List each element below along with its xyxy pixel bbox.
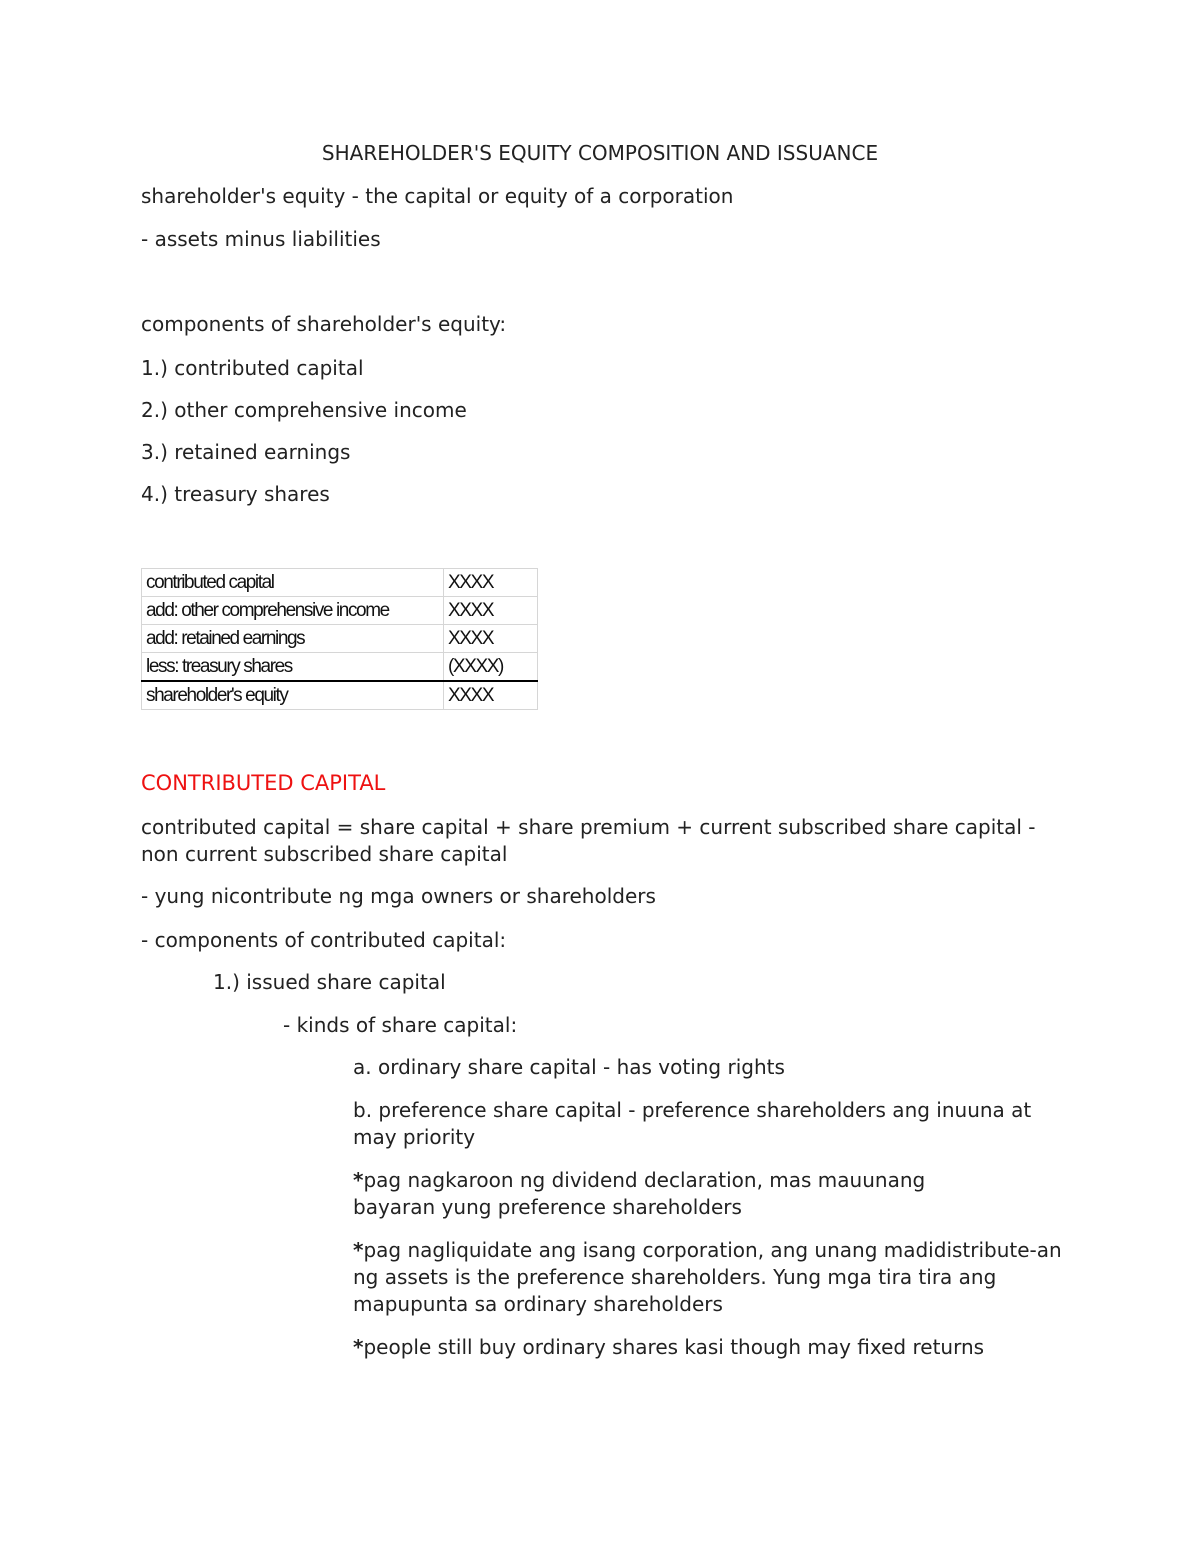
total-label: shareholder's equity (142, 681, 444, 710)
section-heading: CONTRIBUTED CAPITAL (141, 771, 386, 795)
asterisk: * (353, 1335, 364, 1359)
note-item (353, 1237, 1063, 1318)
kind-item: a. ordinary share capital - has voting rights (353, 1055, 785, 1079)
kind-item: b. preference share capital - preference shareholders ang inuuna at may priority (353, 1098, 1032, 1149)
row-label: add: other comprehensive income (142, 597, 444, 625)
note-item-text: pag nagliquidate ang isang corporation, ang unang madidistribute-an ng assets is the preference shareholders. Yung mga tira tira ang mapupunta sa ordinary shareholders (353, 1238, 1062, 1316)
table-row (142, 569, 538, 597)
note-item (353, 1167, 1003, 1221)
page-title: SHAREHOLDER'S EQUITY COMPOSITION AND ISSUANCE (321, 141, 879, 165)
asterisk: * (353, 1238, 364, 1262)
row-value: (XXXX) (444, 653, 538, 682)
components-heading: components of shareholder's equity: (141, 312, 507, 336)
formula-text: contributed capital = share capital + share premium + current subscribed share capital - non current subscribed share capital (141, 815, 1036, 866)
table-total-row (142, 681, 538, 710)
row-value: XXXX (444, 625, 538, 653)
note-item-text: pag nagkaroon ng dividend declaration, mas mauunang bayaran yung preference shareholders (353, 1168, 926, 1219)
component-item: 1.) contributed capital (141, 356, 364, 380)
table-row (142, 625, 538, 653)
note-text: - components of contributed capital: (141, 928, 507, 952)
definition-note: - assets minus liabilities (141, 227, 381, 251)
note-item-text: people still buy ordinary shares kasi though may fixed returns (363, 1335, 985, 1359)
component-item: 2.) other comprehensive income (141, 398, 467, 422)
row-label: less: treasury shares (142, 653, 444, 682)
sublist-heading: - kinds of share capital: (283, 1013, 518, 1037)
equity-table (141, 568, 538, 710)
component-item: 3.) retained earnings (141, 440, 351, 464)
table-row (142, 597, 538, 625)
row-label: contributed capital (142, 569, 444, 597)
note-text: - yung nicontribute ng mga owners or shareholders (141, 884, 656, 908)
row-label: add: retained earnings (142, 625, 444, 653)
component-item: 4.) treasury shares (141, 482, 330, 506)
total-value: XXXX (444, 681, 538, 710)
table-row (142, 653, 538, 682)
asterisk: * (353, 1168, 364, 1192)
row-value: XXXX (444, 569, 538, 597)
list-item: 1.) issued share capital (213, 970, 446, 994)
row-value: XXXX (444, 597, 538, 625)
note-item (353, 1334, 984, 1361)
definition-text: shareholder's equity - the capital or equity of a corporation (141, 184, 734, 208)
